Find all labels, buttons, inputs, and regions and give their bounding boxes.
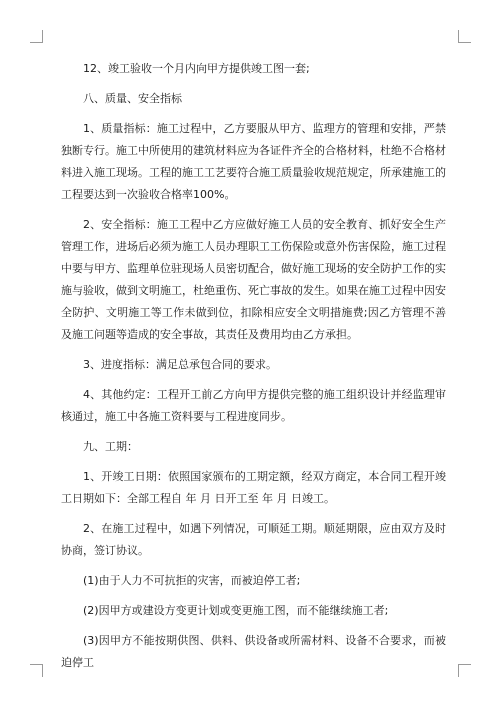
heading-quality-safety: 八、质量、安全指标 [83,92,182,105]
paragraph-other-agreements: 4、其他约定：工程开工前乙方向甲方提供完整的施工组织设计并经监理审核通过，施工中各施工资料要与工程进度同步。 [61,388,446,423]
paragraph-progress-indicator: 3、进度指标：满足总承包合同的要求。 [83,358,277,371]
list-item-supply-delay: (3)因甲方不能按期供图、供料、供设备或所需材料、设备不合要求，而被迫停工 [61,634,446,669]
paragraph-acceptance-drawings: 12、竣工验收一个月内向甲方提供竣工图一套; [83,62,310,75]
paragraph-safety-indicator: 2、安全指标：施工工程中乙方应做好施工人员的安全教育、抓好安全生产管理工作，进场后必须为施工人员办理职工工伤保险或意外伤害保险，施工过程中要与甲方、监理单位驻现场人员密切配合，做好施工现场的安全防护工作的实施与验收，做到文明施工，杜绝重伤、死亡事故的发生。如果在施工过程中因安全防护、文明施工等工作未做到位，扣除相应安全文明措施费;因乙方管理不善及施工问题等造成的安全事故，其责任及费用均由乙方承担。 [61,218,446,341]
heading-schedule: 九、工期： [83,440,138,453]
crop-mark-bottom-right [458,664,471,677]
list-item-force-majeure: (1)由于人力不可抗拒的灾害，而被迫停工者; [83,574,301,587]
paragraph-start-end-dates: 1、开竣工日期：依照国家颁布的工期定额，经双方商定，本合同工程开竣工日期如下：全部工程自 年 月 日开工至 年 月 日竣工。 [61,470,446,505]
document-body [61,58,446,682]
list-item-plan-change: (2)因甲方或建设方变更计划或变更施工图，而不能继续施工者; [83,604,389,617]
paragraph-extension-conditions: 2、在施工过程中，如遇下列情况，可顺延工期。顺延期限，应由双方及时协商，签订协议。 [61,522,446,557]
crop-mark-top-right [458,30,471,43]
crop-mark-bottom-left [30,664,43,677]
crop-mark-top-left [30,30,43,43]
paragraph-quality-indicator: 1、质量指标：施工过程中，乙方要服从甲方、监理方的管理和安排，严禁独断专行。施工中所使用的建筑材料应为各证件齐全的合格材料，杜绝不合格材料进入施工现场。工程的施工工艺要符合施工质量验收规范规定，所承建施工的工程要达到一次验收合格率100%。 [61,122,446,201]
